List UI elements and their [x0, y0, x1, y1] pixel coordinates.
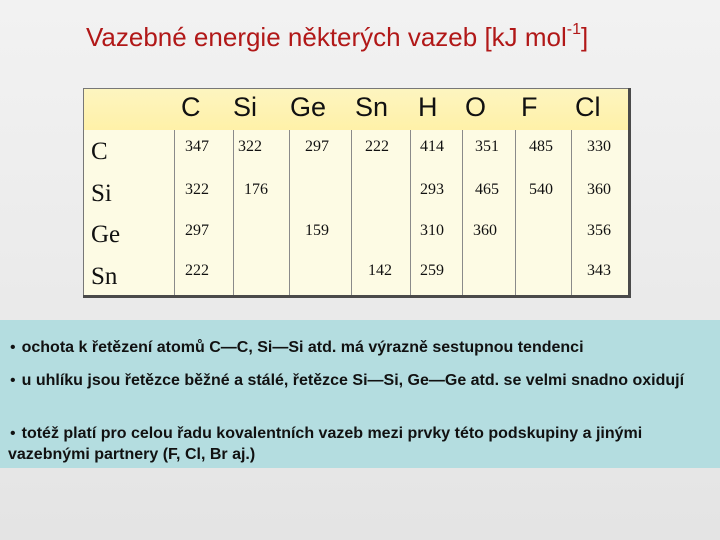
column-header: Ge	[290, 92, 327, 122]
column-divider	[462, 130, 463, 295]
table-cell: 347	[185, 138, 209, 155]
table-cell: 259	[420, 262, 444, 279]
column-divider	[571, 130, 572, 295]
bullet: •	[10, 339, 16, 356]
slide-title	[86, 22, 588, 53]
column-divider	[410, 130, 411, 295]
note-text: ochota k řetězení atomů C—C, Si—Si atd. má výrazně sestupnou tendenci	[21, 339, 584, 356]
column-divider	[174, 130, 175, 295]
table-cell: 360	[587, 181, 611, 198]
note-item	[8, 370, 708, 391]
column-header: F	[521, 92, 538, 122]
row-header: Sn	[91, 263, 118, 290]
table-cell: 343	[587, 262, 611, 279]
bullet: •	[10, 425, 16, 442]
note-item	[8, 423, 708, 465]
table-cell: 322	[238, 138, 262, 155]
table-cell: 322	[185, 181, 209, 198]
table-cell: 176	[244, 181, 268, 198]
column-divider	[233, 130, 234, 295]
table-cell: 356	[587, 222, 611, 239]
table-cell: 297	[185, 222, 209, 239]
row-header: Ge	[91, 221, 121, 248]
title-text: Vazebné energie některých vazeb [kJ mol	[86, 22, 567, 52]
note-text: u uhlíku jsou řetězce běžné a stálé, řetězce Si—Si, Ge—Ge atd. se velmi snadno oxidují	[21, 372, 685, 389]
table-cell: 540	[529, 181, 553, 198]
table-cell: 414	[420, 138, 444, 155]
column-header: H	[418, 92, 438, 122]
table-cell: 310	[420, 222, 444, 239]
column-header: Si	[233, 92, 258, 122]
column-header: O	[465, 92, 487, 122]
title-superscript: -1	[566, 21, 582, 39]
column-header: Sn	[355, 92, 389, 122]
table-cell: 351	[475, 138, 499, 155]
bond-energy-table	[83, 88, 631, 298]
column-divider	[351, 130, 352, 295]
column-header: Cl	[575, 92, 601, 122]
column-divider	[289, 130, 290, 295]
table-cell: 360	[473, 222, 497, 239]
note-item	[8, 337, 708, 358]
table-cell: 330	[587, 138, 611, 155]
table-cell: 222	[365, 138, 389, 155]
title-close: ]	[581, 22, 589, 52]
notes-box	[0, 320, 720, 468]
row-header: Si	[91, 180, 112, 207]
table-cell: 297	[305, 138, 329, 155]
column-header: C	[181, 92, 201, 122]
note-text: totéž platí pro celou řadu kovalentních vazeb mezi prvky této podskupiny a jinými vazebnými partnery (F, Cl, Br aj.)	[8, 425, 643, 463]
bullet: •	[10, 372, 16, 389]
table-cell: 293	[420, 181, 444, 198]
table-cell: 485	[529, 138, 553, 155]
table-cell: 142	[368, 262, 392, 279]
table-cell: 465	[475, 181, 499, 198]
table-cell: 222	[185, 262, 209, 279]
row-header: C	[91, 138, 108, 165]
column-divider	[515, 130, 516, 295]
table-cell: 159	[305, 222, 329, 239]
